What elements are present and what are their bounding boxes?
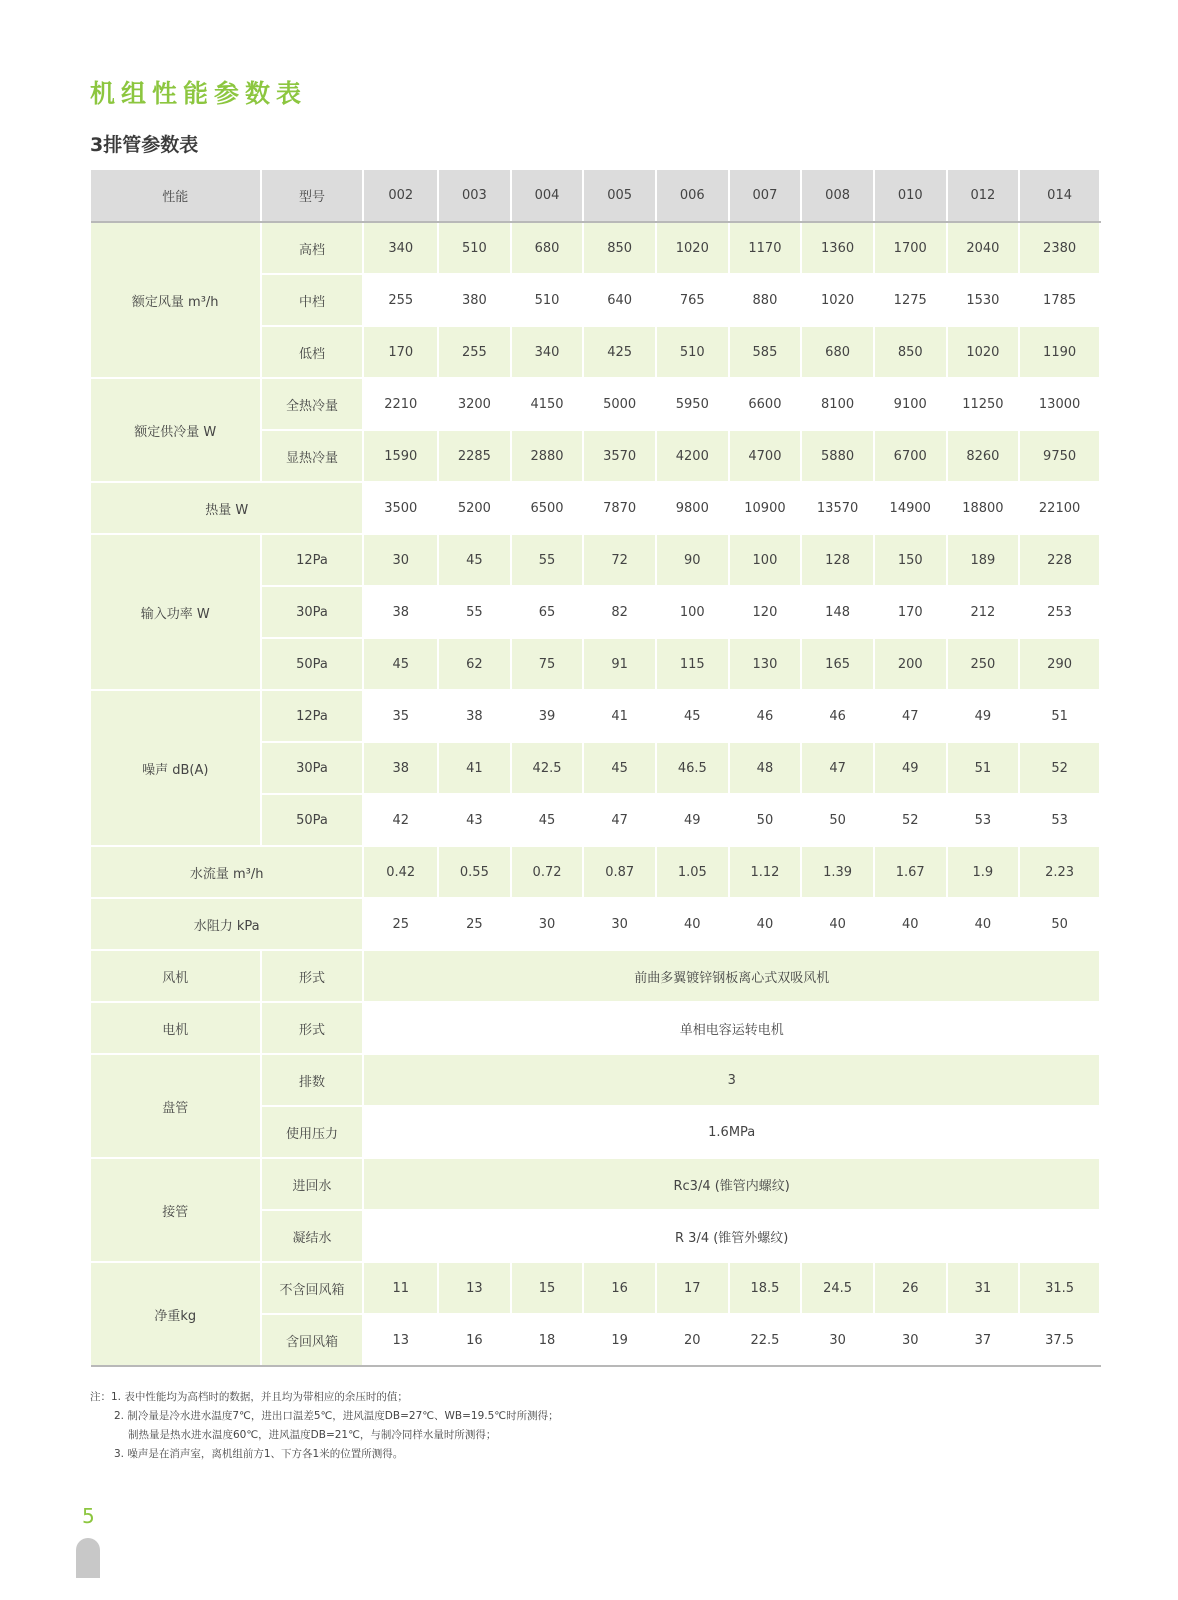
value-cell: Rc3/4 (锥管内螺纹) — [363, 1158, 1100, 1210]
value-cell: 8100 — [801, 378, 874, 430]
value-cell: 45 — [363, 638, 438, 690]
subcategory-cell: 含回风箱 — [261, 1314, 364, 1366]
value-cell: 30 — [583, 898, 656, 950]
value-cell: 42 — [363, 794, 438, 846]
value-cell: 2040 — [947, 222, 1020, 274]
value-cell: 45 — [511, 794, 584, 846]
footnote: 2. 制冷量是冷水进水温度7℃，进出口温差5℃，进风温度DB=27℃、WB=19.5℃时所测得； — [114, 1410, 559, 1422]
value-cell: 26 — [874, 1262, 947, 1314]
page-title: 机组性能参数表 — [90, 79, 308, 108]
value-cell: 115 — [656, 638, 729, 690]
header-cell: 型号 — [261, 170, 364, 222]
value-cell: 1530 — [947, 274, 1020, 326]
value-cell: 55 — [511, 534, 584, 586]
subcategory-cell: 50Pa — [261, 638, 364, 690]
value-cell: 1275 — [874, 274, 947, 326]
value-cell: 49 — [874, 742, 947, 794]
value-cell: 1.05 — [656, 846, 729, 898]
value-cell: 30 — [801, 1314, 874, 1366]
value-cell: 20 — [656, 1314, 729, 1366]
header-cell: 性能 — [91, 170, 261, 222]
value-cell: 148 — [801, 586, 874, 638]
value-cell: 0.55 — [438, 846, 511, 898]
value-cell: 40 — [729, 898, 802, 950]
value-cell: 47 — [874, 690, 947, 742]
value-cell: 18 — [511, 1314, 584, 1366]
value-cell: 5880 — [801, 430, 874, 482]
value-cell: 10900 — [729, 482, 802, 534]
value-cell: 3 — [363, 1054, 1100, 1106]
value-cell: 255 — [438, 326, 511, 378]
table-row — [91, 534, 1100, 586]
table-row — [91, 898, 1100, 950]
value-cell: 75 — [511, 638, 584, 690]
value-cell: 30 — [874, 1314, 947, 1366]
value-cell: 40 — [947, 898, 1020, 950]
value-cell: 53 — [1019, 794, 1100, 846]
value-cell: 128 — [801, 534, 874, 586]
table-row — [91, 1054, 1100, 1106]
table-row — [91, 690, 1100, 742]
value-cell: 46 — [729, 690, 802, 742]
table-row — [91, 846, 1100, 898]
value-cell: 640 — [583, 274, 656, 326]
value-cell: 1020 — [801, 274, 874, 326]
value-cell: 40 — [874, 898, 947, 950]
value-cell: 前曲多翼镀锌钢板离心式双吸风机 — [363, 950, 1100, 1002]
value-cell: 45 — [438, 534, 511, 586]
value-cell: 0.72 — [511, 846, 584, 898]
value-cell: 49 — [656, 794, 729, 846]
value-cell: 1590 — [363, 430, 438, 482]
header-cell: 004 — [511, 170, 584, 222]
value-cell: 51 — [1019, 690, 1100, 742]
value-cell: 170 — [874, 586, 947, 638]
value-cell: 1.67 — [874, 846, 947, 898]
value-cell: 340 — [363, 222, 438, 274]
category-cell: 热量 W — [91, 482, 363, 534]
value-cell: 22.5 — [729, 1314, 802, 1366]
page-tab-marker — [76, 1538, 100, 1578]
value-cell: 2.23 — [1019, 846, 1100, 898]
value-cell: 72 — [583, 534, 656, 586]
value-cell: 150 — [874, 534, 947, 586]
category-cell: 输入功率 W — [91, 534, 261, 690]
value-cell: 17 — [656, 1262, 729, 1314]
value-cell: 340 — [511, 326, 584, 378]
value-cell: 42.5 — [511, 742, 584, 794]
subcategory-cell: 高档 — [261, 222, 364, 274]
value-cell: 45 — [656, 690, 729, 742]
value-cell: 290 — [1019, 638, 1100, 690]
value-cell: 55 — [438, 586, 511, 638]
value-cell: 1700 — [874, 222, 947, 274]
value-cell: 3570 — [583, 430, 656, 482]
value-cell: 13570 — [801, 482, 874, 534]
value-cell: 31.5 — [1019, 1262, 1100, 1314]
value-cell: 47 — [583, 794, 656, 846]
value-cell: 510 — [511, 274, 584, 326]
value-cell: 22100 — [1019, 482, 1100, 534]
value-cell: 24.5 — [801, 1262, 874, 1314]
value-cell: 82 — [583, 586, 656, 638]
subcategory-cell: 凝结水 — [261, 1210, 364, 1262]
value-cell: 单相电容运转电机 — [363, 1002, 1100, 1054]
value-cell: 41 — [583, 690, 656, 742]
value-cell: 380 — [438, 274, 511, 326]
value-cell: 46 — [801, 690, 874, 742]
value-cell: 16 — [583, 1262, 656, 1314]
value-cell: 49 — [947, 690, 1020, 742]
value-cell: 47 — [801, 742, 874, 794]
value-cell: 38 — [363, 742, 438, 794]
footnotes — [90, 1388, 559, 1464]
header-cell: 005 — [583, 170, 656, 222]
value-cell: 250 — [947, 638, 1020, 690]
value-cell: 53 — [947, 794, 1020, 846]
page-number: 5 — [82, 1504, 95, 1528]
table-title: 3排管参数表 — [90, 134, 199, 156]
header-cell: 008 — [801, 170, 874, 222]
value-cell: 11250 — [947, 378, 1020, 430]
subcategory-cell: 使用压力 — [261, 1106, 364, 1158]
value-cell: 18800 — [947, 482, 1020, 534]
header-cell: 002 — [363, 170, 438, 222]
value-cell: 65 — [511, 586, 584, 638]
subcategory-cell: 进回水 — [261, 1158, 364, 1210]
subcategory-cell: 显热冷量 — [261, 430, 364, 482]
value-cell: 9800 — [656, 482, 729, 534]
value-cell: 2285 — [438, 430, 511, 482]
value-cell: 6700 — [874, 430, 947, 482]
value-cell: 1.6MPa — [363, 1106, 1100, 1158]
value-cell: 50 — [1019, 898, 1100, 950]
table-row — [91, 378, 1100, 430]
value-cell: 680 — [801, 326, 874, 378]
value-cell: 880 — [729, 274, 802, 326]
value-cell: 46.5 — [656, 742, 729, 794]
value-cell: 3500 — [363, 482, 438, 534]
value-cell: 52 — [874, 794, 947, 846]
value-cell: 425 — [583, 326, 656, 378]
subcategory-cell: 形式 — [261, 950, 364, 1002]
subcategory-cell: 50Pa — [261, 794, 364, 846]
subcategory-cell: 形式 — [261, 1002, 364, 1054]
value-cell: 38 — [438, 690, 511, 742]
value-cell: R 3/4 (锥管外螺纹) — [363, 1210, 1100, 1262]
value-cell: 4700 — [729, 430, 802, 482]
value-cell: 255 — [363, 274, 438, 326]
value-cell: 11 — [363, 1262, 438, 1314]
value-cell: 850 — [874, 326, 947, 378]
value-cell: 100 — [729, 534, 802, 586]
header-cell: 012 — [947, 170, 1020, 222]
value-cell: 189 — [947, 534, 1020, 586]
value-cell: 31 — [947, 1262, 1020, 1314]
subcategory-cell: 30Pa — [261, 586, 364, 638]
value-cell: 1785 — [1019, 274, 1100, 326]
value-cell: 51 — [947, 742, 1020, 794]
value-cell: 0.42 — [363, 846, 438, 898]
category-cell: 噪声 dB(A) — [91, 690, 261, 846]
value-cell: 48 — [729, 742, 802, 794]
value-cell: 16 — [438, 1314, 511, 1366]
header-cell: 006 — [656, 170, 729, 222]
value-cell: 50 — [729, 794, 802, 846]
value-cell: 9750 — [1019, 430, 1100, 482]
spec-table — [91, 170, 1101, 1367]
header-cell: 010 — [874, 170, 947, 222]
value-cell: 35 — [363, 690, 438, 742]
table-row — [91, 482, 1100, 534]
value-cell: 43 — [438, 794, 511, 846]
value-cell: 680 — [511, 222, 584, 274]
value-cell: 3200 — [438, 378, 511, 430]
subcategory-cell: 不含回风箱 — [261, 1262, 364, 1314]
value-cell: 13000 — [1019, 378, 1100, 430]
value-cell: 1.12 — [729, 846, 802, 898]
value-cell: 228 — [1019, 534, 1100, 586]
value-cell: 1.9 — [947, 846, 1020, 898]
table-row — [91, 1002, 1100, 1054]
header-cell: 003 — [438, 170, 511, 222]
value-cell: 39 — [511, 690, 584, 742]
value-cell: 45 — [583, 742, 656, 794]
value-cell: 170 — [363, 326, 438, 378]
value-cell: 510 — [656, 326, 729, 378]
value-cell: 40 — [656, 898, 729, 950]
subcategory-cell: 12Pa — [261, 690, 364, 742]
value-cell: 52 — [1019, 742, 1100, 794]
subcategory-cell: 中档 — [261, 274, 364, 326]
footnote: 制热量是热水进水温度60℃，进风温度DB=21℃，与制冷同样水量时所测得； — [128, 1429, 497, 1441]
value-cell: 37.5 — [1019, 1314, 1100, 1366]
value-cell: 15 — [511, 1262, 584, 1314]
value-cell: 50 — [801, 794, 874, 846]
value-cell: 40 — [801, 898, 874, 950]
footnote: 3. 噪声是在消声室，离机组前方1、下方各1米的位置所测得。 — [114, 1448, 404, 1460]
value-cell: 100 — [656, 586, 729, 638]
value-cell: 8260 — [947, 430, 1020, 482]
value-cell: 7870 — [583, 482, 656, 534]
category-cell: 风机 — [91, 950, 261, 1002]
value-cell: 6500 — [511, 482, 584, 534]
value-cell: 510 — [438, 222, 511, 274]
category-cell: 接管 — [91, 1158, 261, 1262]
value-cell: 212 — [947, 586, 1020, 638]
category-cell: 电机 — [91, 1002, 261, 1054]
value-cell: 1190 — [1019, 326, 1100, 378]
value-cell: 41 — [438, 742, 511, 794]
value-cell: 6600 — [729, 378, 802, 430]
footnote: 注：1. 表中性能均为高档时的数据，并且均为带相应的余压时的值； — [90, 1391, 408, 1403]
value-cell: 1.39 — [801, 846, 874, 898]
value-cell: 585 — [729, 326, 802, 378]
value-cell: 165 — [801, 638, 874, 690]
category-cell: 盘管 — [91, 1054, 261, 1158]
value-cell: 765 — [656, 274, 729, 326]
value-cell: 18.5 — [729, 1262, 802, 1314]
subcategory-cell: 低档 — [261, 326, 364, 378]
value-cell: 1360 — [801, 222, 874, 274]
value-cell: 200 — [874, 638, 947, 690]
value-cell: 0.87 — [583, 846, 656, 898]
subcategory-cell: 排数 — [261, 1054, 364, 1106]
value-cell: 13 — [438, 1262, 511, 1314]
value-cell: 4150 — [511, 378, 584, 430]
header-cell: 014 — [1019, 170, 1100, 222]
subcategory-cell: 12Pa — [261, 534, 364, 586]
category-cell: 水阻力 kPa — [91, 898, 363, 950]
table-row — [91, 222, 1100, 274]
category-cell: 水流量 m³/h — [91, 846, 363, 898]
value-cell: 38 — [363, 586, 438, 638]
value-cell: 253 — [1019, 586, 1100, 638]
subcategory-cell: 30Pa — [261, 742, 364, 794]
value-cell: 5950 — [656, 378, 729, 430]
value-cell: 62 — [438, 638, 511, 690]
value-cell: 1020 — [947, 326, 1020, 378]
header-row — [91, 170, 1100, 222]
category-cell: 净重kg — [91, 1262, 261, 1366]
value-cell: 2380 — [1019, 222, 1100, 274]
value-cell: 5200 — [438, 482, 511, 534]
value-cell: 850 — [583, 222, 656, 274]
value-cell: 4200 — [656, 430, 729, 482]
value-cell: 37 — [947, 1314, 1020, 1366]
value-cell: 9100 — [874, 378, 947, 430]
value-cell: 2210 — [363, 378, 438, 430]
value-cell: 14900 — [874, 482, 947, 534]
table-row — [91, 950, 1100, 1002]
value-cell: 1020 — [656, 222, 729, 274]
header-cell: 007 — [729, 170, 802, 222]
value-cell: 25 — [363, 898, 438, 950]
table-row — [91, 1158, 1100, 1210]
value-cell: 120 — [729, 586, 802, 638]
value-cell: 30 — [363, 534, 438, 586]
value-cell: 25 — [438, 898, 511, 950]
value-cell: 19 — [583, 1314, 656, 1366]
value-cell: 13 — [363, 1314, 438, 1366]
category-cell: 额定风量 m³/h — [91, 222, 261, 378]
value-cell: 91 — [583, 638, 656, 690]
subcategory-cell: 全热冷量 — [261, 378, 364, 430]
category-cell: 额定供冷量 W — [91, 378, 261, 482]
value-cell: 130 — [729, 638, 802, 690]
value-cell: 2880 — [511, 430, 584, 482]
table-row — [91, 1262, 1100, 1314]
value-cell: 5000 — [583, 378, 656, 430]
value-cell: 30 — [511, 898, 584, 950]
value-cell: 90 — [656, 534, 729, 586]
value-cell: 1170 — [729, 222, 802, 274]
